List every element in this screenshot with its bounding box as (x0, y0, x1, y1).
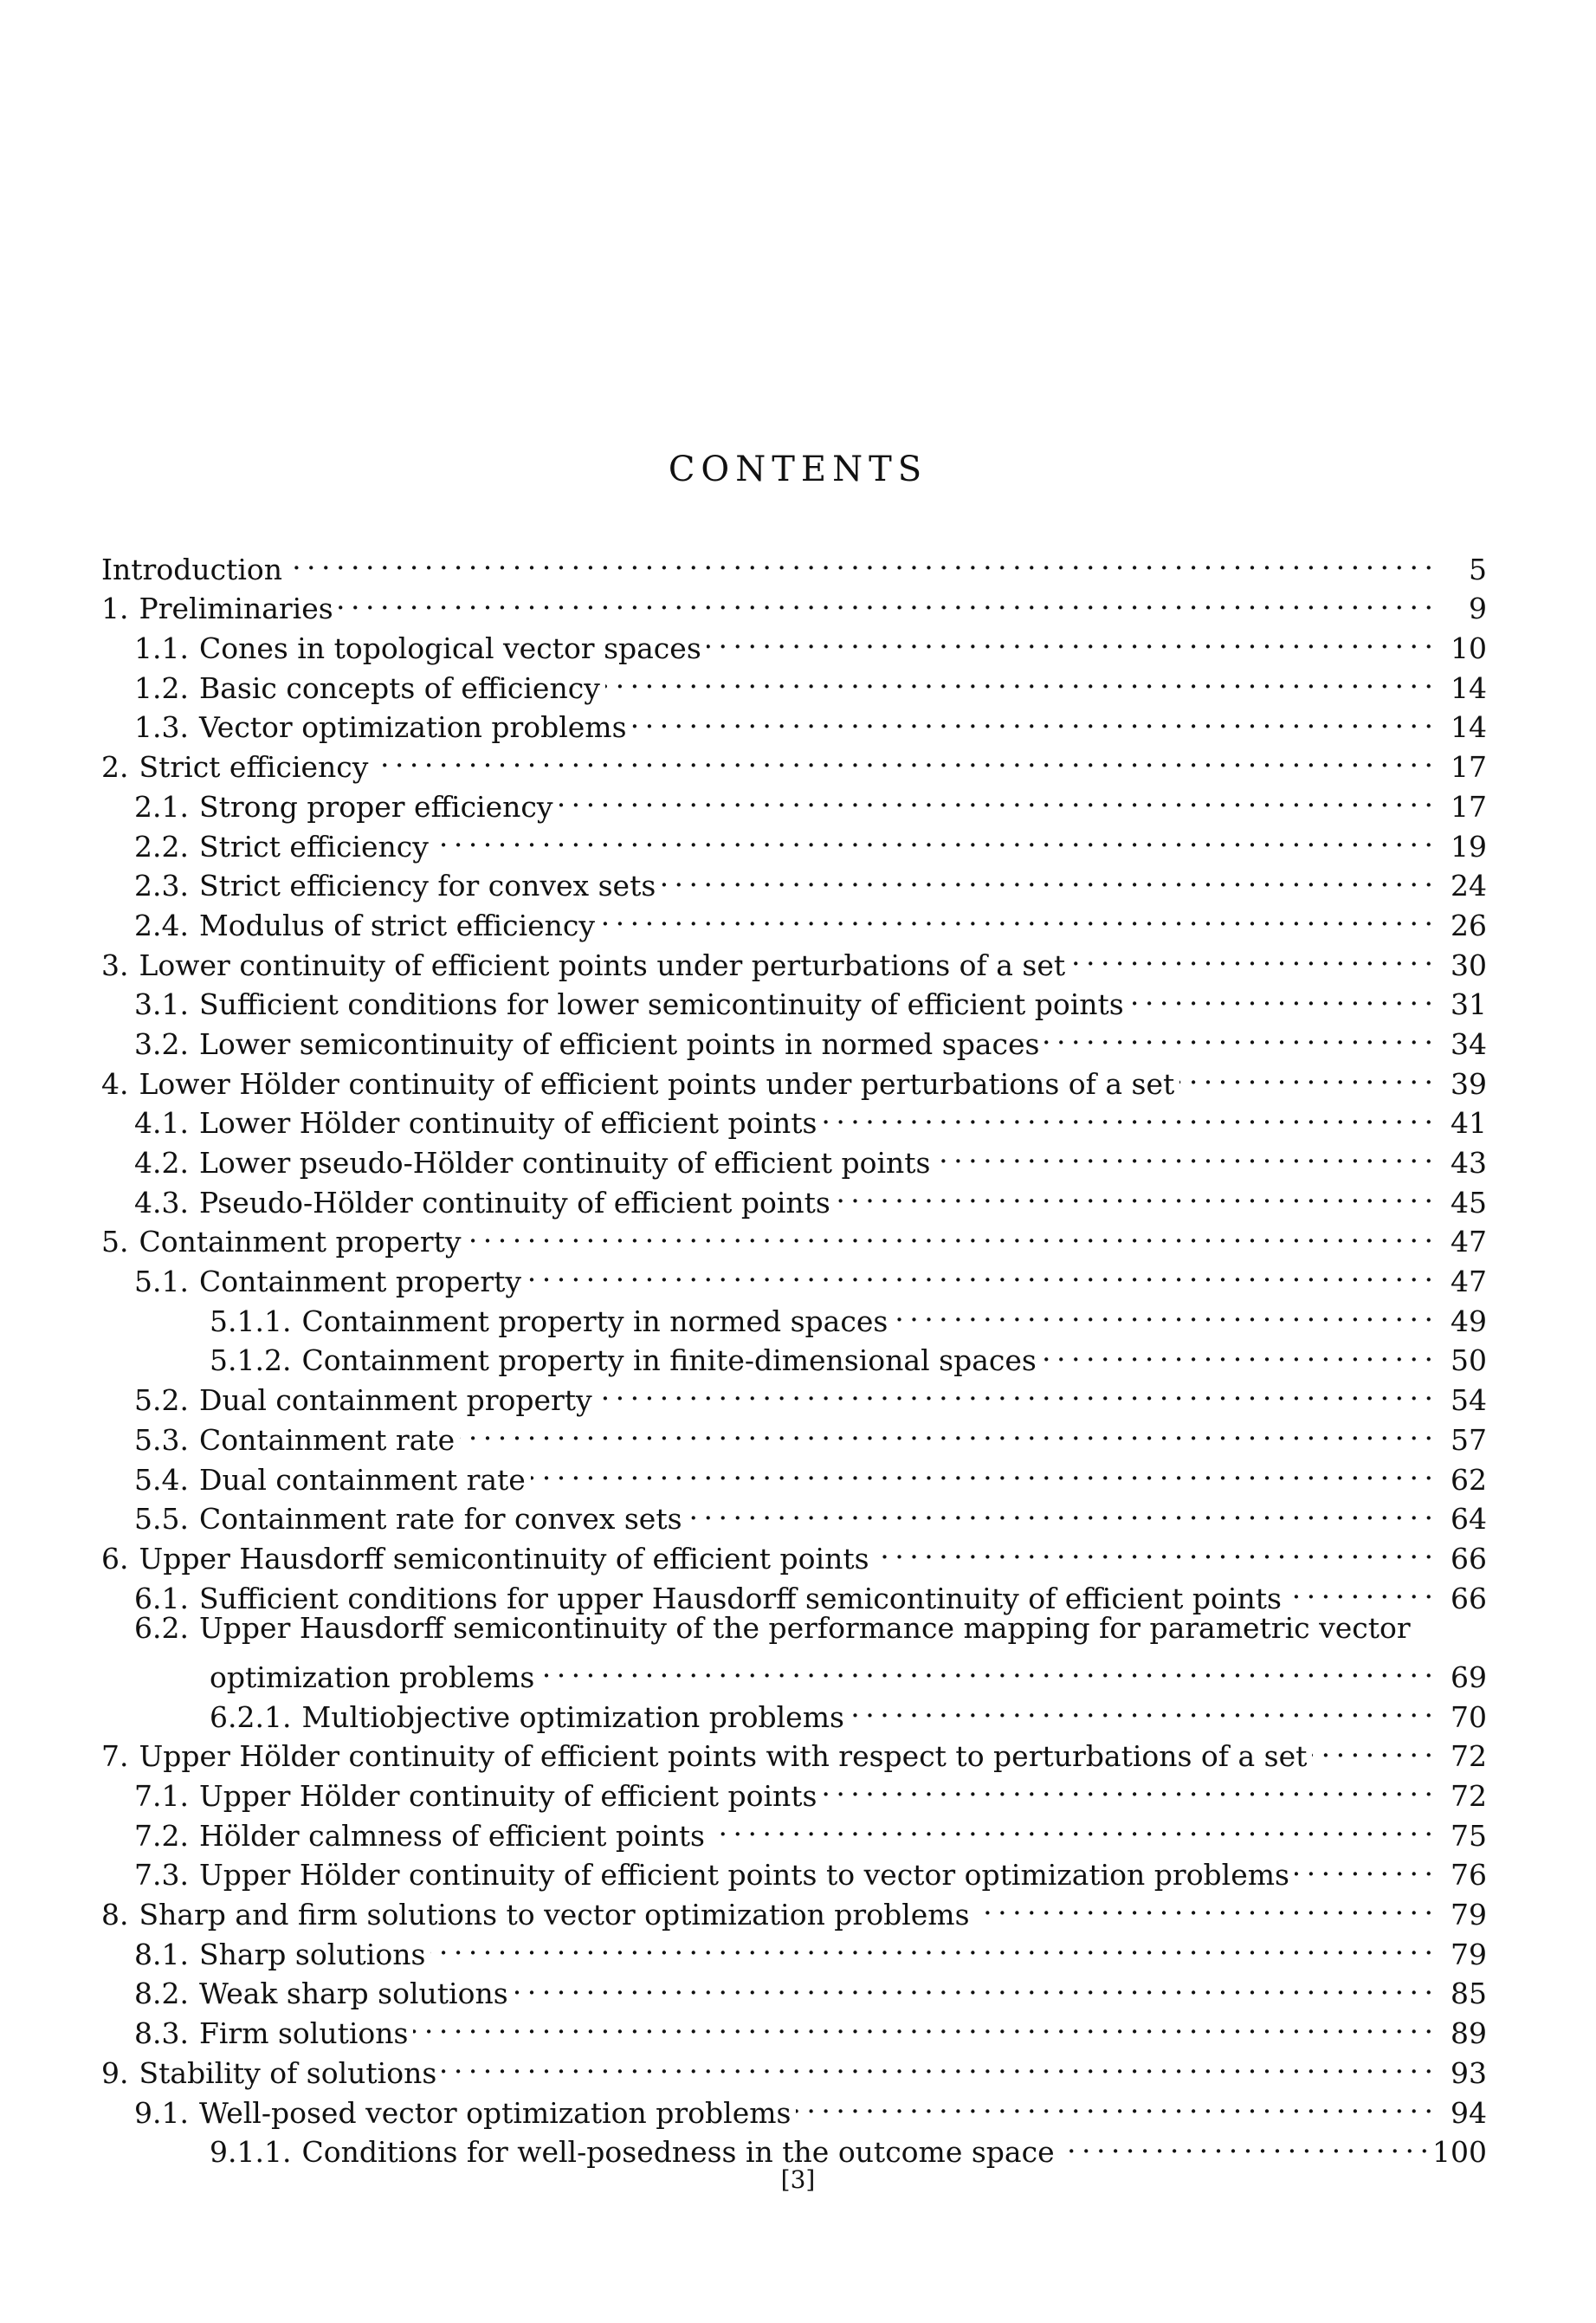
toc-entry-number: 3. (101, 948, 129, 982)
toc-entry-title: Containment property in normed spaces (301, 1304, 888, 1338)
toc-entry-page: 34 (1451, 1026, 1487, 1061)
toc-entry-number: 5.1.1. (210, 1304, 292, 1338)
toc-entry-title: Hölder calmness of efficient points (198, 1818, 705, 1853)
toc-entry-label (134, 1143, 930, 1183)
toc-entry-title: Conditions for well-posedness in the outcome space (301, 2135, 1055, 2170)
toc-entry-label (134, 2014, 408, 2054)
dot-leader (600, 896, 1431, 935)
toc-entry-number: 4.2. (134, 1146, 189, 1180)
toc-entry-page: 17 (1451, 750, 1487, 785)
dot-leader (796, 2083, 1431, 2123)
toc-entry-label (134, 906, 595, 946)
toc-entry-label (134, 2093, 791, 2133)
toc-entry-page: 14 (1451, 670, 1487, 705)
toc-entry-page: 100 (1432, 2135, 1487, 2170)
toc-entry-page: 72 (1451, 1779, 1487, 1813)
toc-entry-number: 9.1.1. (210, 2135, 292, 2170)
dot-leader (850, 1687, 1431, 1727)
toc-entry-page: 85 (1451, 1977, 1487, 2011)
dot-leader (707, 618, 1431, 658)
toc-entry-title: Basic concepts of efficiency (198, 670, 600, 705)
toc-entry-title: Lower semicontinuity of efficient points in normed spaces (198, 1026, 1040, 1061)
dot-leader (1295, 1846, 1431, 1886)
toc-entry-title: Containment rate (198, 1422, 456, 1457)
toc-entry-page: 47 (1451, 1225, 1487, 1259)
dot-leader (688, 1490, 1431, 1530)
toc-entry-number: 5.3. (134, 1422, 189, 1457)
toc-entry-label (134, 669, 600, 709)
toc-entry-title: Sufficient conditions for upper Hausdorff semicontinuity of efficient points (198, 1581, 1282, 1615)
toc-entry-title: Lower Hölder continuity of efficient points (198, 1106, 817, 1141)
toc-entry-title: Multiobjective optimization problems (301, 1699, 844, 1734)
toc-entry-title: Containment property (139, 1225, 462, 1259)
toc-entry-page: 69 (1451, 1660, 1487, 1694)
toc-entry-number: 4.3. (134, 1185, 189, 1220)
toc-entry-number: 2. (101, 750, 129, 785)
dot-leader (710, 1806, 1431, 1846)
toc-entry-page: 19 (1451, 829, 1487, 864)
dot-leader (875, 1529, 1431, 1569)
page-number-footer: [3] (780, 2165, 816, 2194)
toc-entry-label (134, 1460, 526, 1500)
dot-leader (1044, 1014, 1431, 1054)
toc-entry-label (134, 1262, 521, 1302)
dot-leader (460, 1410, 1431, 1450)
toc-entry-number: 8.3. (134, 2016, 189, 2051)
toc-entry-number: 1.2. (134, 670, 189, 705)
dot-leader (1179, 1054, 1431, 1094)
toc-entry-number: 5.4. (134, 1462, 189, 1497)
toc-entry-number: 6. (101, 1541, 129, 1576)
toc-entry-number: 8.2. (134, 1977, 189, 2011)
toc-entry-title: Upper Hölder continuity of efficient points to vector optimization problems (198, 1858, 1289, 1893)
dot-leader (339, 579, 1431, 619)
toc-entry-title: Preliminaries (139, 592, 333, 626)
dot-leader (1060, 2123, 1427, 2163)
dot-leader (632, 698, 1431, 738)
toc-entry-page: 62 (1451, 1462, 1487, 1497)
toc-entry-title: Upper Hausdorff semicontinuity of efficient points (139, 1541, 869, 1576)
toc-entry (101, 1608, 1487, 1648)
toc-entry-number: 8. (101, 1898, 129, 1932)
toc-entry-page: 70 (1451, 1699, 1487, 1734)
toc-entry-title: Strict efficiency (198, 829, 429, 864)
toc-entry-label (134, 1103, 817, 1143)
toc-entry-page: 43 (1451, 1146, 1487, 1180)
toc-entry-page: 50 (1451, 1343, 1487, 1378)
toc-entry-title: Containment property (198, 1265, 522, 1299)
toc-entry-page: 66 (1451, 1581, 1487, 1615)
dot-leader (605, 658, 1431, 698)
toc-entry-title: Dual containment rate (198, 1462, 526, 1497)
dot-leader (288, 540, 1431, 579)
toc-entry-page: 76 (1451, 1858, 1487, 1893)
toc-entry-page: 9 (1469, 592, 1487, 626)
dot-leader (893, 1291, 1431, 1331)
toc-entry-page: 47 (1451, 1265, 1487, 1299)
toc-entry-number: 1. (101, 592, 129, 626)
toc-entry-title: Dual containment property (198, 1383, 592, 1418)
toc-entry-title: Lower pseudo-Hölder continuity of efficient points (198, 1146, 931, 1180)
dot-leader (413, 2003, 1431, 2043)
toc-entry-number: 1.3. (134, 710, 189, 745)
toc-entry-title: Sharp and firm solutions to vector optimization problems (139, 1898, 970, 1932)
toc-entry-title: Sufficient conditions for lower semicontinuity of efficient points (198, 987, 1124, 1022)
toc-entry-title: Containment rate for convex sets (198, 1502, 682, 1537)
toc-entry-number: 2.3. (134, 869, 189, 903)
dot-leader (1070, 935, 1431, 975)
dot-leader (559, 777, 1431, 817)
dot-leader (661, 857, 1431, 896)
toc-entry-label (134, 1499, 682, 1539)
toc-entry-number: 5.5. (134, 1502, 189, 1537)
toc-entry-title: Strict efficiency (139, 750, 369, 785)
table-of-contents (101, 540, 1487, 2170)
toc-entry-page: 39 (1451, 1066, 1487, 1101)
toc-entry-page: 89 (1451, 2016, 1487, 2051)
toc-entry-page: 24 (1451, 869, 1487, 903)
dot-leader (1312, 1727, 1431, 1767)
toc-entry-number: 7.2. (134, 1818, 189, 1853)
dot-leader (823, 1766, 1432, 1806)
dot-leader (514, 1964, 1431, 2004)
toc-entry-label (134, 985, 1124, 1025)
toc-entry-page: 94 (1451, 2095, 1487, 2130)
toc-entry-number: 6.2.1. (210, 1699, 292, 1734)
toc-entry-number: 2.4. (134, 908, 189, 942)
dot-leader (467, 1213, 1431, 1252)
toc-entry-number: 5. (101, 1225, 129, 1259)
toc-entry-title: Lower continuity of efficient points under perturbations of a set (139, 948, 1066, 982)
toc-entry-number: 6.2. (134, 1610, 189, 1645)
toc-entry-page: 75 (1451, 1818, 1487, 1853)
toc-entry-page: 93 (1451, 2055, 1487, 2090)
toc-entry-page: 79 (1451, 1898, 1487, 1932)
toc-entry-label (134, 827, 429, 867)
toc-entry-page: 64 (1451, 1502, 1487, 1537)
toc-entry-label (134, 1420, 455, 1460)
toc-entry-title-continued: optimization problems (210, 1660, 535, 1694)
toc-entry-continuation (101, 1647, 1487, 1694)
toc-entry-page: 49 (1451, 1304, 1487, 1338)
toc-entry-title: Lower Hölder continuity of efficient points under perturbations of a set (139, 1066, 1175, 1101)
toc-entry-label (101, 2054, 436, 2093)
toc-entry-label (134, 1816, 705, 1856)
toc-entry-title: Containment property in finite-dimensional spaces (301, 1343, 1037, 1378)
toc-entry-page: 5 (1469, 552, 1487, 586)
toc-entry-title: Weak sharp solutions (198, 1977, 508, 2011)
toc-entry-page: 72 (1451, 1739, 1487, 1774)
dot-leader (598, 1370, 1431, 1410)
page-title: CONTENTS (668, 450, 928, 489)
dot-leader (540, 1647, 1431, 1687)
toc-entry-page: 66 (1451, 1541, 1487, 1576)
toc-entry-label (101, 550, 282, 590)
dot-leader (373, 737, 1431, 777)
toc-entry-title: Pseudo-Hölder continuity of efficient points (198, 1185, 830, 1220)
toc-entry-number: 8.1. (134, 1937, 189, 1971)
dot-leader (434, 817, 1431, 857)
toc-entry-label (101, 946, 1065, 986)
toc-entry-number: 5.1. (134, 1265, 189, 1299)
toc-entry-number: 7. (101, 1739, 129, 1774)
toc-entry (101, 540, 1487, 586)
toc-entry-page: 45 (1451, 1185, 1487, 1220)
toc-entry-label (101, 747, 368, 787)
toc-entry-page: 57 (1451, 1422, 1487, 1457)
toc-entry-page: 17 (1451, 789, 1487, 824)
dot-leader (1042, 1331, 1431, 1371)
toc-entry-label (134, 866, 656, 906)
toc-entry-number: 9.1. (134, 2095, 189, 2130)
toc-entry-page: 10 (1451, 631, 1487, 666)
toc-entry-page: 26 (1451, 908, 1487, 942)
toc-entry-title: Vector optimization problems (198, 710, 627, 745)
toc-entry-label (210, 1302, 888, 1342)
toc-entry-title: Firm solutions (198, 2016, 409, 2051)
dot-leader (935, 1133, 1431, 1173)
toc-entry-title: Strong proper efficiency (198, 789, 553, 824)
toc-entry (101, 579, 1487, 626)
toc-entry-label (101, 589, 333, 629)
toc-entry-number: 2.2. (134, 829, 189, 864)
toc-entry-number: 2.1. (134, 789, 189, 824)
dot-leader (975, 1885, 1431, 1925)
toc-entry-number: 7.1. (134, 1779, 189, 1813)
dot-leader (430, 1925, 1431, 1964)
toc-entry-label (210, 1698, 844, 1737)
toc-entry-page: 41 (1451, 1106, 1487, 1141)
toc-entry-page: 14 (1451, 710, 1487, 745)
toc-entry-number: 5.1.2. (210, 1343, 292, 1378)
toc-entry-number: 3.2. (134, 1026, 189, 1061)
toc-entry-number: 4.1. (134, 1106, 189, 1141)
toc-entry-number: 7.3. (134, 1858, 189, 1893)
toc-entry-title: Upper Hausdorff semicontinuity of the performance mapping for parametric vector (198, 1610, 1411, 1645)
dot-leader (531, 1450, 1431, 1490)
toc-entry-page: 79 (1451, 1937, 1487, 1971)
toc-entry-label (101, 1222, 462, 1262)
dot-leader (822, 1094, 1431, 1134)
toc-entry-number: 1.1. (134, 631, 189, 666)
dot-leader (836, 1173, 1431, 1213)
toc-entry-title: Upper Hölder continuity of efficient points (198, 1779, 817, 1813)
dot-leader (1287, 1569, 1431, 1608)
toc-entry-page: 30 (1451, 948, 1487, 982)
toc-entry-title: Upper Hölder continuity of efficient points with respect to perturbations of a set (139, 1739, 1308, 1774)
dot-leader (442, 2043, 1431, 2083)
toc-entry-label (134, 1025, 1039, 1064)
dot-leader (527, 1252, 1431, 1291)
toc-entry-number: 4. (101, 1066, 129, 1101)
toc-entry-number: 5.2. (134, 1383, 189, 1418)
toc-entry-title: Well-posed vector optimization problems (198, 2095, 792, 2130)
toc-entry-page: 54 (1451, 1383, 1487, 1418)
toc-entry-title: Introduction (101, 552, 282, 586)
toc-entry-title: Cones in topological vector spaces (198, 631, 701, 666)
toc-entry-number: 9. (101, 2055, 129, 2090)
toc-entry-page: 31 (1451, 987, 1487, 1022)
dot-leader (1129, 975, 1431, 1015)
toc-entry-label (134, 1935, 425, 1975)
toc-entry-title: Strict efficiency for convex sets (198, 869, 656, 903)
toc-entry-number: 6.1. (134, 1581, 189, 1615)
toc-entry-title: Modulus of strict efficiency (198, 908, 596, 942)
toc-entry-title: Sharp solutions (198, 1937, 426, 1971)
toc-entry-title: Stability of solutions (139, 2055, 437, 2090)
toc-entry-number: 3.1. (134, 987, 189, 1022)
toc-entry-label (101, 1539, 869, 1579)
